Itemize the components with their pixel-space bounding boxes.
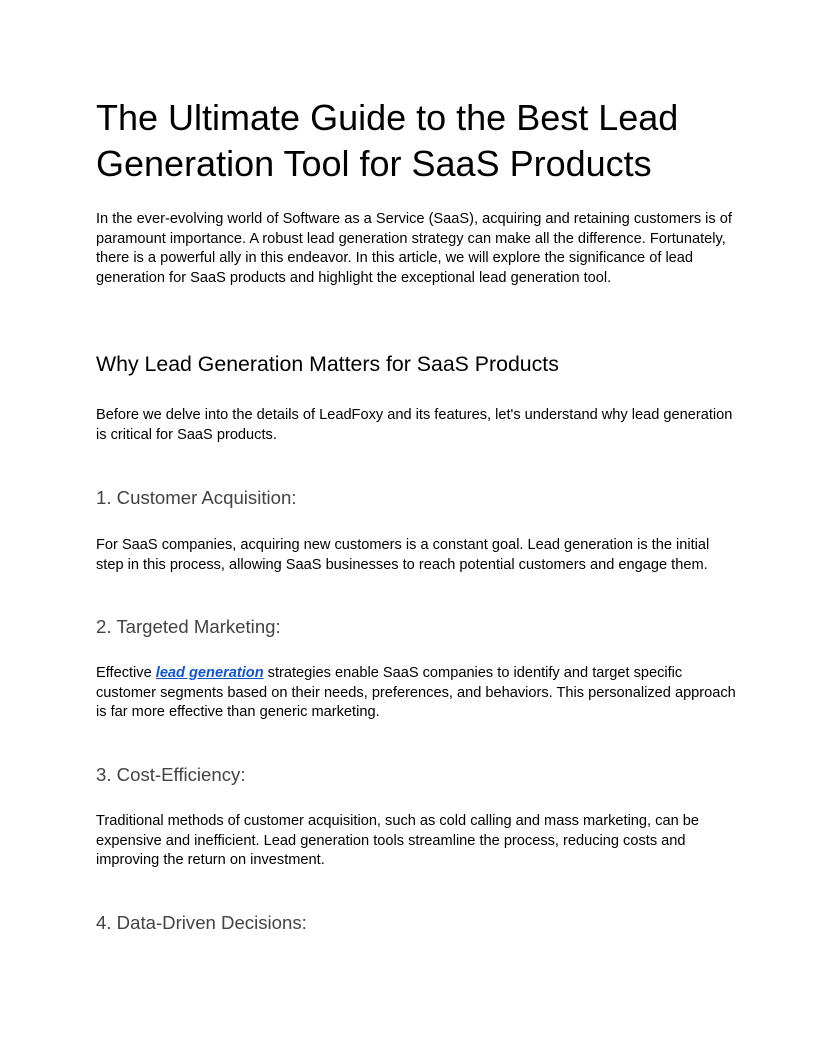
section-heading: Why Lead Generation Matters for SaaS Products [96, 352, 559, 376]
subsection-heading-targeted-marketing: 2. Targeted Marketing: [96, 616, 281, 637]
section-intro-paragraph: Before we delve into the details of LeadFoxy and its features, let's understand why lead generation is critical for SaaS products. [96, 407, 733, 443]
lead-generation-link[interactable]: lead generation [155, 665, 264, 681]
subsection-heading-customer-acquisition: 1. Customer Acquisition: [96, 487, 297, 508]
customer-acquisition-paragraph: For SaaS companies, acquiring new customers is a constant goal. Lead generation is the initial step in this process, allowing SaaS businesses to reach potential customers and engage them. [96, 537, 710, 573]
targeted-marketing-text-start: Effective [96, 665, 156, 681]
intro-paragraph: In the ever-evolving world of Software as a Service (SaaS), acquiring and retaining customers is of paramount importance. A robust lead generation strategy can make all the difference. Fortunately, there is a powerful ally in this endeavor. In this article, we will explore the significance of lead generation for SaaS products and highlight the exceptional lead generation tool. [96, 211, 732, 286]
targeted-marketing-paragraph [96, 664, 736, 723]
document-title: The Ultimate Guide to the Best Lead Generation Tool for SaaS Products [96, 97, 679, 184]
subsection-heading-cost-efficiency: 3. Cost-Efficiency: [96, 764, 246, 785]
subsection-heading-data-driven-decisions: 4. Data-Driven Decisions: [96, 912, 307, 933]
targeted-marketing-text-end: strategies enable SaaS companies to identify and target specific customer segments based on their needs, preferences, and behaviors. This personalized approach is far more effective than generic marketing. [96, 665, 736, 720]
cost-efficiency-paragraph: Traditional methods of customer acquisition, such as cold calling and mass marketing, can be expensive and inefficient. Lead generation tools streamline the process, reducing costs and improving the return on investment. [96, 813, 699, 868]
